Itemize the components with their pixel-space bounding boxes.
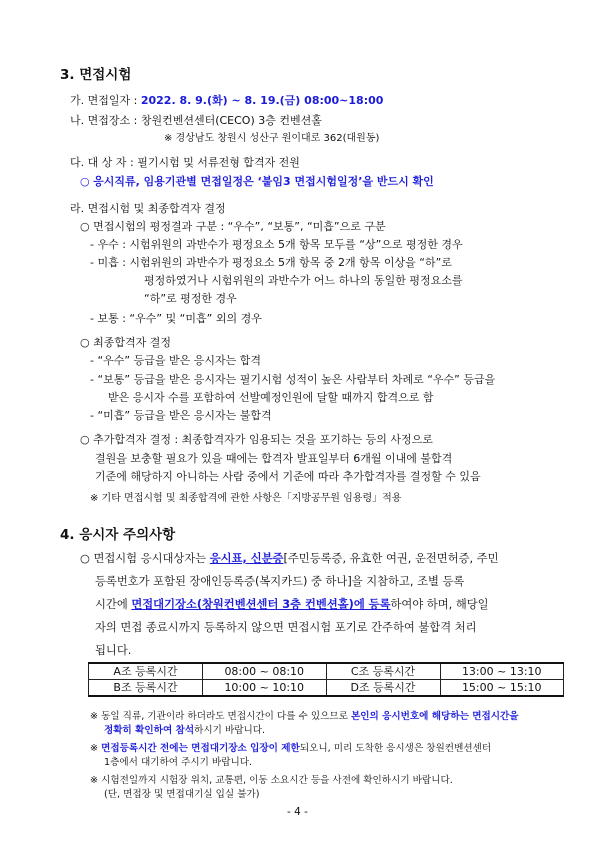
caution-line-3: [95, 598, 489, 612]
section-3-title: 3. 면접시험: [60, 67, 132, 83]
note-1a: ※ 동일 직류, 기관이라 하더라도 면접시간이 다를 수 있으므로: [90, 711, 351, 722]
registration-place: 면접대기장소(창원컨벤션센터 3층 컨벤션홀)에 등록: [131, 598, 391, 611]
table-cell: C조 등록시간: [326, 663, 440, 680]
additional-pass-2: 결원을 보충할 필요가 있을 때에는 합격자 발표일부터 6개월 이내에 불합격: [95, 452, 453, 465]
decision-heading: 라. 면접시험 및 최종합격자 결정: [70, 202, 226, 215]
final-decision-heading: ○ 최종합격자 결정: [80, 336, 171, 349]
table-cell: B조 등록시간: [89, 680, 203, 697]
note-1-line-2: [104, 724, 265, 737]
page-number: - 4 -: [287, 806, 308, 818]
final-normal-2: 받은 응시자 수를 포함하여 선발예정인원에 달할 때까지 합격으로 함: [108, 391, 434, 404]
note-3-line-2: (단, 면접장 및 면접대기실 입실 불가): [104, 789, 260, 800]
table-cell: A조 등록시간: [89, 663, 203, 680]
schedule-note: [80, 175, 434, 189]
table-cell: D조 등록시간: [326, 680, 440, 697]
rating-poor-3: “하”로 평정한 경우: [144, 292, 237, 305]
required-items: 응시표, 신분증: [209, 552, 284, 565]
additional-pass-1: ○ 추가합격자 결정 : 최종합격자가 임용되는 것을 포기하는 등의 사정으로: [80, 433, 433, 446]
caution-1a: ○ 면접시험 응시대상자는: [80, 552, 210, 565]
registration-time-table: [88, 662, 564, 697]
table-row: [89, 680, 564, 697]
table-row: [89, 663, 564, 680]
note-2b: 면접등록시간 전에는 면접대기장소 입장이 제한: [101, 743, 300, 754]
interview-date-value: 2022. 8. 9.(화) ~ 8. 19.(금) 08:00~18:00: [140, 94, 384, 107]
caution-3c: 하여야 하며, 해당일: [390, 598, 489, 611]
note-1-line-1: [90, 710, 519, 723]
note-1c: 정확히 확인하여 참석: [104, 725, 195, 736]
caution-3a: 시간에: [95, 598, 132, 611]
note-2-line-2: 1층에서 대기하여 주시기 바랍니다.: [104, 757, 253, 768]
caution-line-2: 등록번호가 포함된 장애인등록증(복지카드) 중 하나]을 지참하고, 조별 등록: [95, 575, 465, 588]
table-cell: 08:00 ~ 08:10: [203, 663, 327, 680]
caution-line-5: 됩니다.: [95, 644, 132, 657]
note-2-line-1: [90, 742, 491, 755]
regulation-note: ※ 기타 면접시험 및 최종합격에 관한 사항은「지방공무원 임용령」적용: [90, 493, 402, 504]
table-cell: 10:00 ~ 10:10: [203, 680, 327, 697]
rating-categories: ○ 면접시험의 평정결과 구분 : “우수”, “보통”, “미흡”으로 구분: [80, 220, 386, 233]
final-poor: - “미흡” 등급을 받은 응시자는 불합격: [90, 409, 272, 422]
section-4-title: 4. 응시자 주의사항: [60, 527, 176, 543]
final-excellent: - “우수” 등급을 받은 응시자는 합격: [90, 354, 261, 367]
bullet-circle-icon: ○: [80, 175, 90, 188]
interview-address: ※ 경상남도 창원시 성산구 원이대로 362(대원동): [164, 133, 380, 144]
note-3-line-1: ※ 시험전일까지 시험장 위치, 교통편, 이동 소요시간 등을 사전에 확인하시기 바랍니다.: [90, 775, 453, 786]
caution-line-1: [80, 552, 499, 566]
schedule-note-text: 응시직류, 임용기관별 면접일정은 ‘붙임3 면접시험일정’을 반드시 확인: [93, 175, 434, 188]
rating-excellent: - 우수 : 시험위원의 과반수가 평정요소 5개 항목 모두를 “상”으로 평정한 경우: [90, 238, 463, 251]
note-2c: 되오니, 미리 도착한 응시생은 창원컨벤션센터: [299, 743, 492, 754]
target-line: 다. 대 상 자 : 필기시험 및 서류전형 합격자 전원: [70, 156, 300, 169]
table-cell: 15:00 ~ 15:10: [440, 680, 564, 697]
table-cell: 13:00 ~ 13:10: [440, 663, 564, 680]
final-normal-1: - “보통” 등급을 받은 응시자는 필기시험 성적이 높은 사람부터 차례로 “우수” 등급을: [90, 373, 496, 386]
rating-normal: - 보통 : “우수” 및 “미흡” 외의 경우: [90, 312, 262, 325]
note-2a: ※: [90, 743, 102, 754]
interview-place-line: 나. 면접장소 : 창원컨벤션센터(CECO) 3층 컨벤션홀: [70, 114, 322, 127]
interview-date-line: [70, 94, 383, 108]
additional-pass-3: 기준에 해당하지 아니하는 사람 중에서 기준에 따라 추가합격자를 결정할 수 있음: [95, 470, 481, 483]
note-1d: 하시기 바랍니다.: [194, 725, 266, 736]
rating-poor-1: - 미흡 : 시험위원의 과반수가 평정요소 5개 항목 중 2개 항목 이상을 “하”로: [90, 256, 452, 269]
caution-1c: [주민등록증, 유효한 여권, 운전면허증, 주민: [283, 552, 499, 565]
note-1b: 본인의 응시번호에 해당하는 면접시간을: [350, 711, 519, 722]
caution-line-4: 자의 면접 종료시까지 등록하지 않으면 면접시험 포기로 간주하여 불합격 처리: [95, 621, 477, 634]
rating-poor-2: 평정하였거나 시험위원의 과반수가 어느 하나의 동일한 평정요소를: [144, 274, 463, 287]
interview-date-label: 가. 면접일자 :: [70, 94, 141, 107]
